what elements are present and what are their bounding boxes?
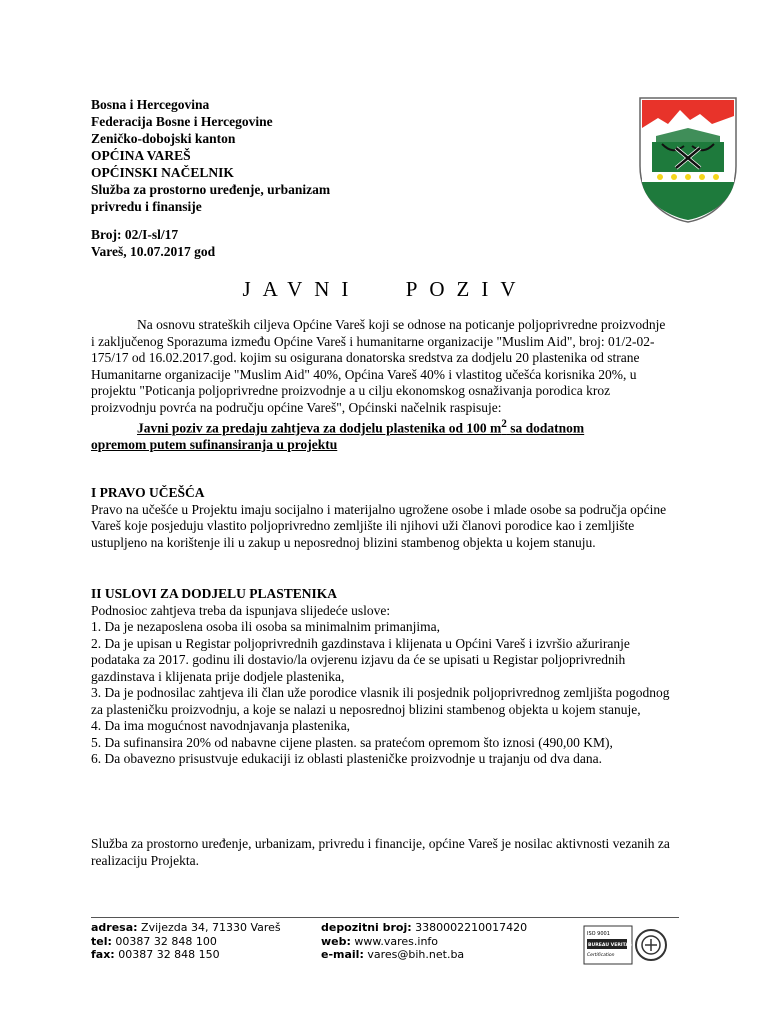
condition-item: 3. Da je podnosilac zahtjeva ili član uže porodice vlasnik ili posjednik poljoprivrednog zemljišta pogodnog za plasteničku proizvodnju, a koje se nalazi u neposrednoj blizini stambenog objekta u kojem stanuje, xyxy=(91,685,670,717)
closing-paragraph xyxy=(91,836,671,869)
title-word: JAVNI xyxy=(242,277,361,301)
footer-fax: fax: 00387 32 848 150 xyxy=(91,948,220,961)
letterhead xyxy=(91,96,330,215)
footer-online xyxy=(321,921,527,962)
condition-item: 2. Da je upisan u Registar poljoprivrednih gazdinstava i klijenata u Općini Vareš i izvršio ažuriranje podataka za 2017. godinu ili dostavio/la ovjerenu izjavu da će se upisati u Registar poljoprivrednih gazdinstava i klijenata prije dodjele plastenika, xyxy=(91,635,630,684)
letterhead-line: Zeničko-dobojski kanton xyxy=(91,131,236,146)
footer-deposit-account: depozitni broj: 3380002210017420 xyxy=(321,921,528,934)
condition-item: 6. Da obavezno prisustvuje edukaciji iz oblasti plasteničke proizvodnje u trajanju od dva dana. xyxy=(91,751,602,766)
section-text: Pravo na učešće u Projektu imaju socijalno i materijalno ugrožene osobe i mlade osobe sa područja općine Vareš koje posjeduju vlastito poljoprivredno zemljište ili njihovi uži članovi porodice kao i zemljište ustupljeno na korištenje ili u zakup u neposrednoj blizini stambenog objekta u kojem stanuju. xyxy=(91,501,667,550)
letterhead-line: Federacija Bosne i Hercegovine xyxy=(91,114,273,129)
section-heading: I PRAVO UČEŠĆA xyxy=(91,485,205,500)
condition-item: 1. Da je nezaposlena osoba ili osoba sa minimalnim primanjima, xyxy=(91,619,441,634)
section-heading: II USLOVI ZA DODJELU PLASTENIKA xyxy=(91,586,338,601)
intro-block xyxy=(91,317,671,454)
footer-email[interactable]: e-mail: vares@bih.net.ba xyxy=(321,948,465,961)
letterhead-line: Bosna i Hercegovina xyxy=(91,97,210,112)
svg-text:BUREAU VERITAS: BUREAU VERITAS xyxy=(588,943,633,948)
document-date: Vareš, 10.07.2017 god xyxy=(91,244,216,259)
letterhead-line: OPĆINA VAREŠ xyxy=(91,148,191,163)
footer-divider xyxy=(91,917,679,918)
bureau-veritas-certification-icon xyxy=(583,925,667,965)
footer-phone: tel: 00387 32 848 100 xyxy=(91,934,217,948)
call-subject xyxy=(91,416,671,454)
footer-address: adresa: Zvijezda 34, 71330 Vareš xyxy=(91,921,281,934)
intro-paragraph: Na osnovu strateških ciljeva Općine Vareš koji se odnose na poticanje poljoprivredne proizvodnje i zaključenog Sporazuma između Općine Vareš i humanitarne organizacije "Muslim Aid", broj: 01/2-02-175/17 od 16.02.2017.god. kojim su osigurana donatorska sredstva za dodjelu 20 plastenika od strane Humanitarne organizacije "Muslim Aid" 40%, Općina Vareš 40% i vlastitog učešća korisnika 20%, u projektu "Poticanja poljoprivredne proizvodnje a u cilju ekonomskog osnaživanja porodica kroz proizvodnju povrća na području općine Vareš", Općinski načelnik raspisuje: xyxy=(91,317,666,415)
footer-website[interactable]: web: www.vares.info xyxy=(321,934,439,948)
svg-text:Certification: Certification xyxy=(587,953,615,958)
condition-item: 5. Da sufinansira 20% od nabavne cijene plasten. sa pratećom opremom što iznosi (490,00 KM), xyxy=(91,734,613,750)
condition-item: 4. Da ima mogućnost navodnjavanja plastenika, xyxy=(91,718,351,733)
subject-superscript: 2 xyxy=(501,418,507,430)
letterhead-line: privredu i finansije xyxy=(91,199,202,214)
title-word: POZIV xyxy=(405,277,528,301)
subject-text: sa dodatnom xyxy=(506,420,585,436)
page-title xyxy=(0,277,770,302)
letterhead-line: OPĆINSKI NAČELNIK xyxy=(91,165,234,180)
subject-text: opremom putem sufinansiranja u projektu xyxy=(91,437,338,452)
document-number: Broj: 02/I-sl/17 xyxy=(91,227,179,242)
footer-contact xyxy=(91,921,281,962)
subject-text: Javni poziv za predaju zahtjeva za dodjelu plastenika od 100 m xyxy=(137,420,502,436)
section-conditions xyxy=(91,586,671,768)
section-participation xyxy=(91,485,671,551)
svg-text:ISO 9001: ISO 9001 xyxy=(587,931,610,937)
municipality-coat-of-arms-icon xyxy=(638,96,738,224)
letterhead-line: Služba za prostorno uređenje, urbanizam xyxy=(91,182,331,197)
conditions-intro: Podnosioc zahtjeva treba da ispunjava slijedeće uslove: xyxy=(91,602,391,618)
document-meta xyxy=(91,226,215,260)
closing-text: Služba za prostorno uređenje, urbanizam, privredu i financije, općine Vareš je nosilac aktivnosti vezanih za realizaciju Projekta. xyxy=(91,836,670,868)
